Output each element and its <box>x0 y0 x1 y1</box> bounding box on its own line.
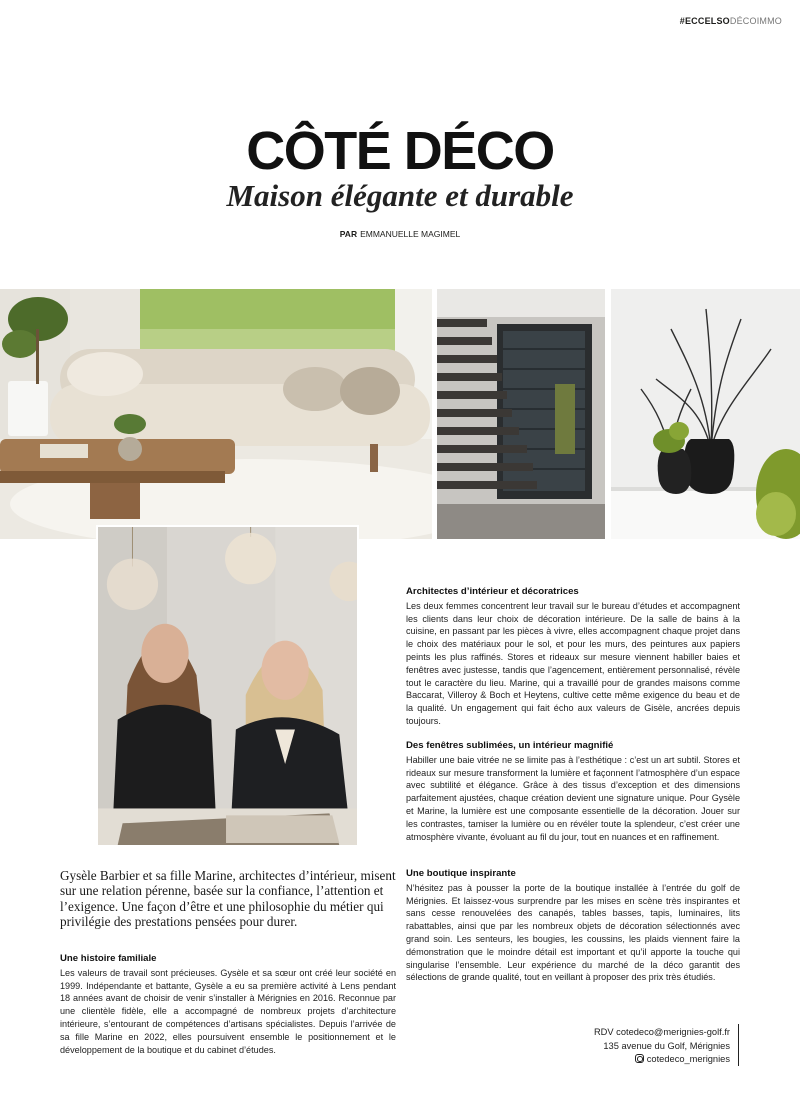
byline-prefix: PAR <box>339 229 358 239</box>
section-history <box>60 953 396 1056</box>
byline-author: EMMANUELLE MAGIMEL <box>360 229 461 239</box>
section-name: DÉCOIMMO <box>729 16 782 26</box>
section-boutique-body: N’hésitez pas à pousser la porte de la boutique installée à l’entrée du golf de Mérignies. Et laissez-vous surprendre par les mises en scène très inspirantes et sans cesse renouvelées des canapés, tables basses, tapis, luminaires, lits rabattables, ainsi que par les nombreux objets de décoration sélectionnés avec grand soin. Les senteurs, les bougies, les coussins, les plaids viennent faire la démonstration que le moindre détail est important et qu’il apporte la touche qui singularise l’ensemble. Leur expérience du marché de la déco garantit des sélections de grande qualité, tout en veillant à proposer des prix très étudiés. <box>406 882 740 983</box>
page-subtitle: Maison élégante et durable <box>226 178 574 213</box>
section-boutique <box>406 868 740 984</box>
section-architects-body: Les deux femmes concentrent leur travail sur le bureau d’études et accompagnent les clients dans leur choix de décoration intérieure. De la salle de bains à la cuisine, en passant par les pièces à vivre, elles accompagnent chaque projet dans le choix des matériaux pour le sol, et pour les murs, des peintures aux papiers peints les plus raffinés. Stores et rideaux sur mesure viennent habiller baies et fenêtres avec justesse, tandis que l’agencement, entièrement personnalisé, révèle tout le caractère du lieu. Marine, qui a travaillé pour de grandes maisons comme Baccarat, Villeroy & Boch et Heytens, cultive cette même exigence du beau et de la qualité. Un engagement qui fait écho aux valeurs de Gisèle, ancrées depuis toujours. <box>406 600 740 726</box>
section-history-heading: Une histoire familiale <box>60 953 157 964</box>
section-boutique-heading: Une boutique inspirante <box>406 868 516 879</box>
section-windows <box>406 740 740 843</box>
section-windows-body: Habiller une baie vitrée ne se limite pas à l’esthétique : c’est un art subtil. Stores et rideaux sur mesure transforment la lumière et façonnent l’atmosphère d’un espace avec subtilité et élégance. Grâce à des tissus d’exception et des dimensions parfaitement ajustées, chaque création devient une signature unique. Pour Gysèle et Marine, la lumière est une composante essentielle de la décoration. Jouer sur les contrastes, tamiser la lumière ou en révéler toute la splendeur, c’est créer une atmosphère vivante, évoluant au fil du jour, tout en nuances et en raffinement. <box>406 754 740 842</box>
byline <box>0 229 800 239</box>
section-architects <box>406 586 740 728</box>
lead-paragraph: Gysèle Barbier et sa fille Marine, architectes d’intérieur, misent sur une relation pérenne, basée sur la confiance, l’attention et l’exigence. Une façon d’être et une philosophie du métier qui privilégie des prestations pensées pour durer. <box>60 868 396 929</box>
portrait-photo <box>96 525 359 847</box>
brand-hashtag: #ECCELSO <box>679 16 730 26</box>
page-title: CÔTÉ DÉCO <box>246 121 554 181</box>
instagram-icon <box>635 1054 644 1063</box>
instagram-handle: cotedeco_merignies <box>646 1054 730 1064</box>
contact-instagram[interactable] <box>594 1053 730 1067</box>
section-windows-heading: Des fenêtres sublimées, un intérieur magnifié <box>406 740 614 751</box>
contact-address: 135 avenue du Golf, Mérignies <box>603 1040 730 1051</box>
vases-photo <box>611 289 800 539</box>
contact-email[interactable]: RDV cotedeco@merignies-golf.fr <box>593 1027 730 1037</box>
section-history-body: Les valeurs de travail sont précieuses. Gysèle et sa sœur ont créé leur société en 1999. Indépendante et battante, Gysèle a eu sa première activité à Lens pendant 18 années avant de choisir de venir s’installer à Mérignies en 2016. Reconnue par une clientèle fidèle, elle a accompagné de nombreux projets d’architecture intérieure, s’entourant de compétences d’artisans spécialistes. Depuis l’arrivée de sa fille Marine en 2022, elles poursuivent ensemble le positionnement et le développement de la boutique et du cabinet d’études. <box>60 967 396 1055</box>
contact-info <box>594 1026 730 1067</box>
magazine-section-tag <box>680 16 782 26</box>
contact-divider <box>738 1024 739 1066</box>
section-architects-heading: Architectes d’intérieur et décoratrices <box>406 586 579 597</box>
living-room-photo <box>0 289 432 539</box>
staircase-photo <box>437 289 605 539</box>
